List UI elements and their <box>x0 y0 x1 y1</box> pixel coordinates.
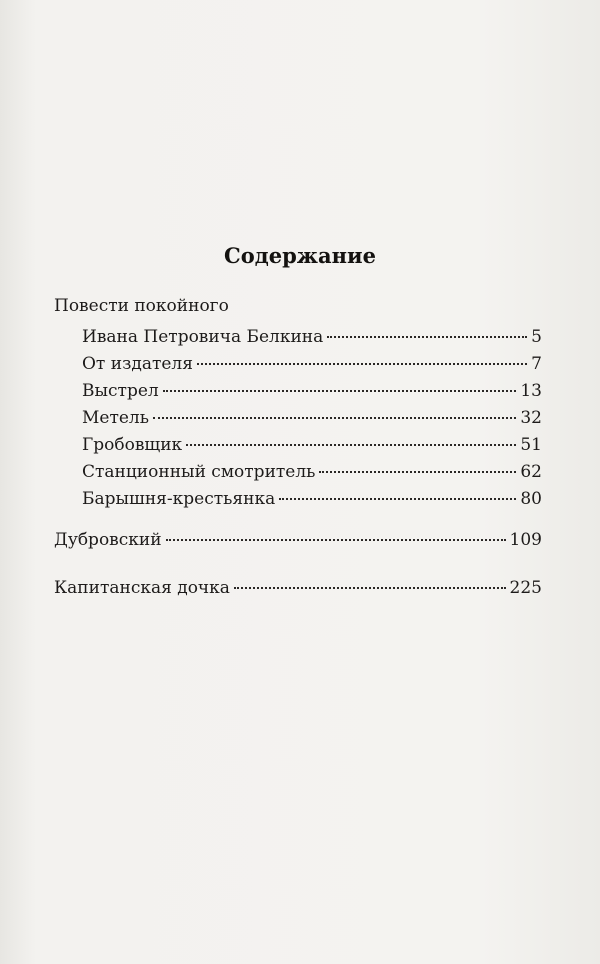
toc-entry-label: Дубровский <box>54 530 162 550</box>
toc-entry-label: Станционный смотритель <box>82 462 316 482</box>
bleed-through-text <box>70 58 540 244</box>
toc-entry-label: От издателя <box>82 354 193 374</box>
toc-leader-dots <box>166 539 506 541</box>
toc-entry-metel <box>82 407 542 429</box>
toc-entry-krestyanka <box>82 488 542 510</box>
toc-page-number: 51 <box>520 435 542 455</box>
toc-entry-label: Метель <box>82 408 149 428</box>
toc-entry-smotritel <box>82 461 542 483</box>
toc-page-number: 109 <box>509 530 542 550</box>
toc-leader-dots <box>234 587 506 589</box>
toc-group-label: Повести покойного <box>54 296 229 316</box>
toc-entry-label: Выстрел <box>82 381 159 401</box>
toc-entry-label: Ивана Петровича Белкина <box>82 327 324 347</box>
toc-page-number: 225 <box>509 578 542 598</box>
toc-page-number: 80 <box>520 489 542 509</box>
toc-entry-kapitanskaya-dochka <box>54 577 542 599</box>
toc-leader-dots <box>319 471 516 473</box>
toc-entry-belkin <box>82 326 542 348</box>
toc-leader-dots <box>153 417 516 419</box>
toc-page-number: 5 <box>531 327 542 347</box>
toc-leader-dots <box>186 444 516 446</box>
toc-page-number: 32 <box>520 408 542 428</box>
toc-entry-label: Барышня-крестьянка <box>82 489 276 509</box>
toc-entry-dubrovsky <box>54 529 542 551</box>
toc-leader-dots <box>279 498 516 500</box>
toc-page-number: 62 <box>520 462 542 482</box>
toc-leader-dots <box>327 336 527 338</box>
toc-leader-dots <box>163 390 517 392</box>
toc-page-number: 13 <box>520 381 542 401</box>
toc-leader-dots <box>197 363 527 365</box>
toc-entry-grobovshchik <box>82 434 542 456</box>
contents-title: Содержание <box>224 243 376 268</box>
toc-page-number: 7 <box>531 354 542 374</box>
toc-entry-vystrel <box>82 380 542 402</box>
toc-entry-publisher <box>82 353 542 375</box>
toc-entry-label: Гробовщик <box>82 435 183 455</box>
toc-entry-label: Капитанская дочка <box>54 578 230 598</box>
